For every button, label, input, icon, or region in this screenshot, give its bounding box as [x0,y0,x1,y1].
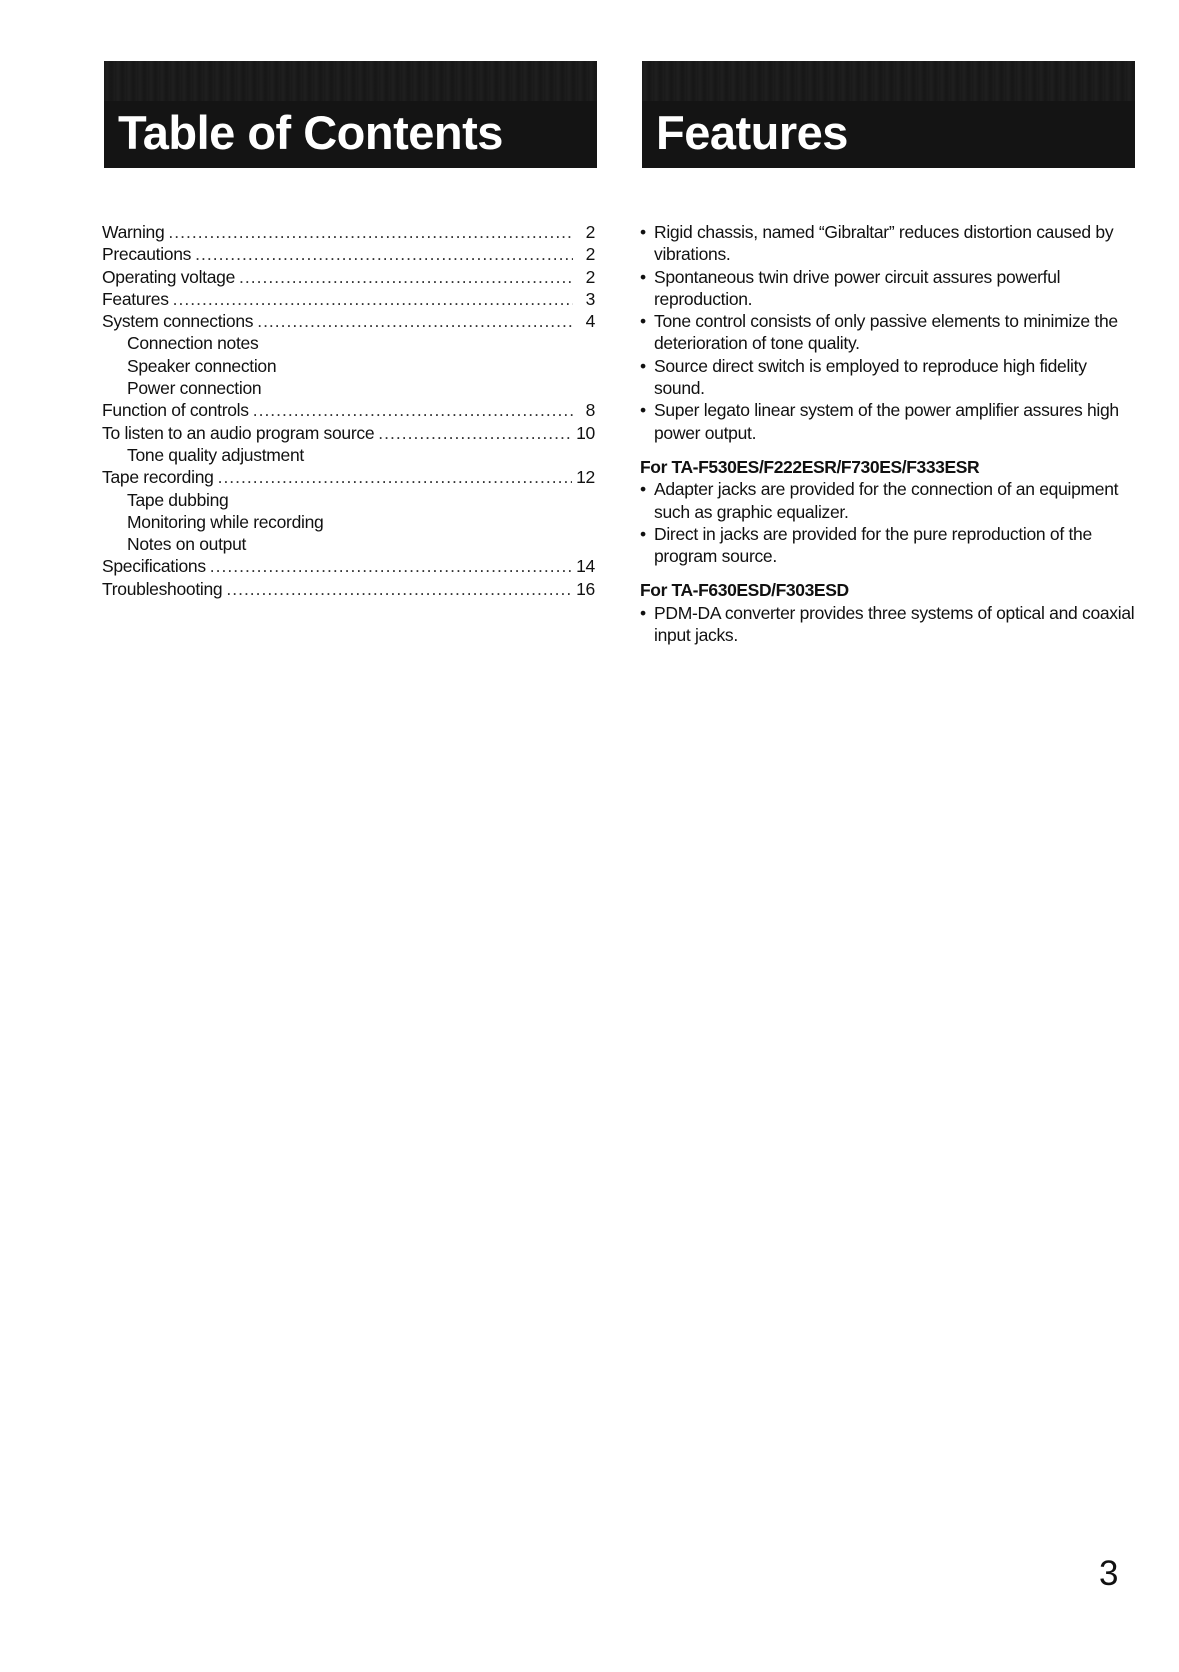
toc-entry-system-connections [102,310,595,332]
features-list [640,221,1140,444]
feature-item: • Source direct switch is employed to reproduce high fidelity sound. [640,355,1140,400]
toc-leader-dots [173,288,573,310]
toc-entry-title: Monitoring while recording [127,511,324,532]
toc-entry-title: Connection notes [127,333,259,354]
toc-leader-dots [239,266,573,288]
toc-entry-title: Specifications [102,556,206,577]
toc-subentry-connection-notes [102,332,595,354]
toc-entry-page: 14 [576,556,595,577]
feature-item: • Rigid chassis, named “Gibraltar” reduces distortion caused by vibrations. [640,221,1140,266]
toc-entry-page: 2 [585,222,595,242]
toc-header-banner [104,61,597,168]
feature-item: • Direct in jacks are provided for the pure reproduction of the program source. [640,523,1140,568]
toc-entry-title: Precautions [102,244,192,265]
toc-entry-page: 2 [585,244,595,265]
toc-heading: Table of Contents [118,106,503,159]
toc-entry-page: 12 [576,467,595,488]
toc-entry-title: Warning [102,222,165,242]
toc-entry-title: System connections [102,311,254,332]
feature-item: • Adapter jacks are provided for the connection of an equipment such as graphic equalizer. [640,478,1140,523]
toc-entry-page: 8 [585,400,595,421]
model-group-2-heading: For TA-F630ESD/F303ESD [640,580,849,601]
toc-entry-title: Features [102,288,169,309]
toc-leader-dots [210,555,572,577]
toc-entry-page: 10 [576,422,595,443]
toc-entry-page: 16 [576,578,595,599]
toc-leader-dots [195,243,573,265]
toc-subentry-notes-on-output [102,533,595,555]
toc-entry-title: Tape recording [102,467,214,488]
toc-entry-title: Speaker connection [127,355,277,376]
toc-entry-tape-recording [102,466,595,488]
model-group-1-heading: For TA-F530ES/F222ESR/F730ES/F333ESR [640,456,980,477]
toc-entry-features [102,288,595,310]
feature-item: • Super legato linear system of the power amplifier assures high power output. [640,399,1140,444]
toc-leader-dots [378,422,572,444]
toc-entry-page: 2 [585,266,595,287]
page-number: 3 [1099,1554,1119,1593]
feature-item: • Tone control consists of only passive elements to minimize the deterioration of tone quality. [640,310,1140,355]
toc-subentry-tone-quality [102,444,595,466]
toc-subentry-power-connection [102,377,595,399]
toc-entry-function-of-controls [102,399,595,421]
toc-entry-title: Notes on output [127,534,247,555]
features-section [640,221,1140,646]
toc-entry-title: Troubleshooting [102,578,223,599]
feature-item: • Spontaneous twin drive power circuit assures powerful reproduction. [640,266,1140,311]
toc-entry-specifications [102,555,595,577]
toc-entry-operating-voltage [102,266,595,288]
toc-leader-dots [226,578,572,600]
toc-entry-title: Power connection [127,378,262,399]
toc-entry-page: 3 [585,288,595,309]
toc-entry-troubleshooting [102,578,595,600]
toc-entry-listen-audio-source [102,422,595,444]
toc-leader-dots [257,310,573,332]
toc-entry-title: Function of controls [102,400,249,421]
toc-entry-page: 4 [585,311,595,332]
toc-subentry-monitoring [102,511,595,533]
model-group-2-list [640,602,1140,647]
toc-entry-title: To listen to an audio program source [102,422,375,443]
toc-entry-warning [102,221,595,243]
model-group-1-list [640,478,1140,567]
toc-leader-dots [168,221,573,243]
toc-subentry-tape-dubbing [102,489,595,511]
toc-subentry-speaker-connection [102,355,595,377]
toc-entry-title: Tape dubbing [127,489,229,510]
features-header-banner [642,61,1135,168]
toc-entry-title: Tone quality adjustment [127,444,304,465]
toc-leader-dots [218,466,573,488]
feature-item: • PDM-DA converter provides three systems of optical and coaxial input jacks. [640,602,1140,647]
toc-entry-title: Operating voltage [102,266,236,287]
toc-leader-dots [253,399,573,421]
toc-list [102,221,595,600]
features-heading: Features [656,106,848,159]
toc-entry-precautions [102,243,595,265]
